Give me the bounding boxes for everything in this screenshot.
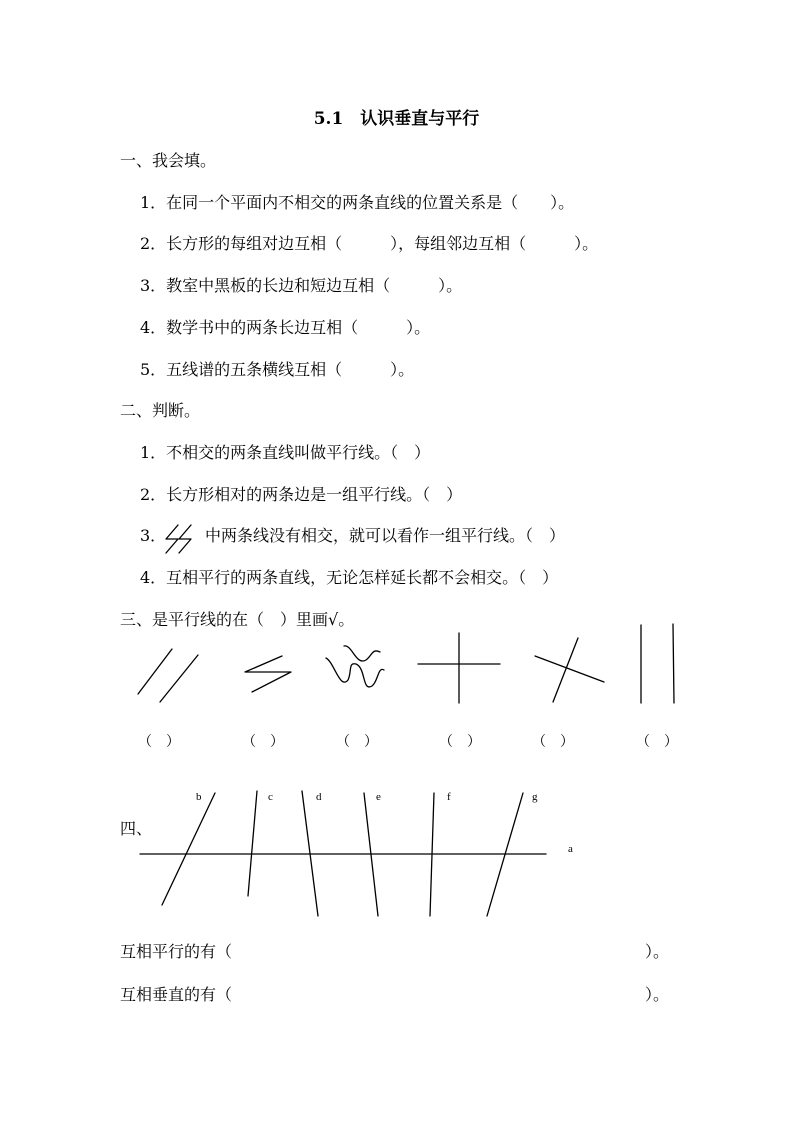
answer-box-6[interactable]: （ ）: [636, 734, 678, 750]
line-label-a: a: [568, 843, 573, 855]
figure-6-two-vertical-lines: [641, 624, 674, 703]
figure-4-cross-lines: [418, 633, 500, 703]
answer-box-5[interactable]: （ ）: [532, 734, 574, 750]
page-title: 5.1 认识垂直与平行: [313, 109, 480, 129]
line-label-c: c: [268, 791, 273, 803]
answer-box-3[interactable]: （ ）: [336, 734, 378, 750]
line-label-b: b: [196, 791, 202, 803]
judge-question-4: 4．互相平行的两条直线，无论怎样延长都不会相交。（ ）: [140, 568, 559, 587]
figure-5-intersecting-lines: [535, 638, 604, 702]
answer-box-2[interactable]: （ ）: [242, 734, 284, 750]
fill-question-5: 5．五线谱的五条横线互相（ ）。: [140, 360, 415, 379]
zigzag-lines-figure: [166, 525, 191, 553]
figure-2-z-shape: [245, 656, 291, 692]
section-heading-judge: 二、判断。: [120, 401, 201, 420]
line-label-d: d: [316, 791, 322, 803]
judge-question-2: 2．长方形相对的两条边是一组平行线。（ ）: [140, 485, 463, 504]
answer-box-4[interactable]: （ ）: [439, 734, 481, 750]
section-heading-lines: 四、: [120, 819, 153, 838]
line-label-f: f: [447, 791, 451, 803]
line-label-g: g: [532, 791, 538, 803]
perpendicular-answer-close: ）。: [645, 985, 670, 1004]
parallel-answer-close: ）。: [645, 942, 670, 961]
figure-1-two-slanted-lines: [138, 649, 198, 702]
judge-question-1: 1．不相交的两条直线叫做平行线。（ ）: [140, 443, 431, 462]
section-heading-parallel-check: 三、是平行线的在（ ）里画√。: [120, 610, 355, 629]
parallel-answer-prompt: 互相平行的有（: [120, 942, 233, 961]
answer-box-1[interactable]: （ ）: [138, 734, 180, 750]
line-label-e: e: [376, 791, 381, 803]
section-heading-fill: 一、我会填。: [120, 151, 217, 170]
lines-figure: [140, 791, 546, 916]
figure-3-wavy-curves: [326, 646, 384, 687]
judge-question-3-number: 3．: [140, 526, 167, 545]
fill-question-3: 3．教室中黑板的长边和短边互相（ ）。: [140, 276, 463, 295]
fill-question-1: 1．在同一个平面内不相交的两条直线的位置关系是（ ）。: [140, 193, 575, 212]
judge-question-3: 中两条线没有相交，就可以看作一组平行线。（ ）: [205, 526, 566, 545]
fill-question-4: 4．数学书中的两条长边互相（ ）。: [140, 318, 431, 337]
fill-question-2: 2．长方形的每组对边互相（ ），每组邻边互相（ ）。: [140, 234, 599, 253]
perpendicular-answer-prompt: 互相垂直的有（: [120, 985, 233, 1004]
